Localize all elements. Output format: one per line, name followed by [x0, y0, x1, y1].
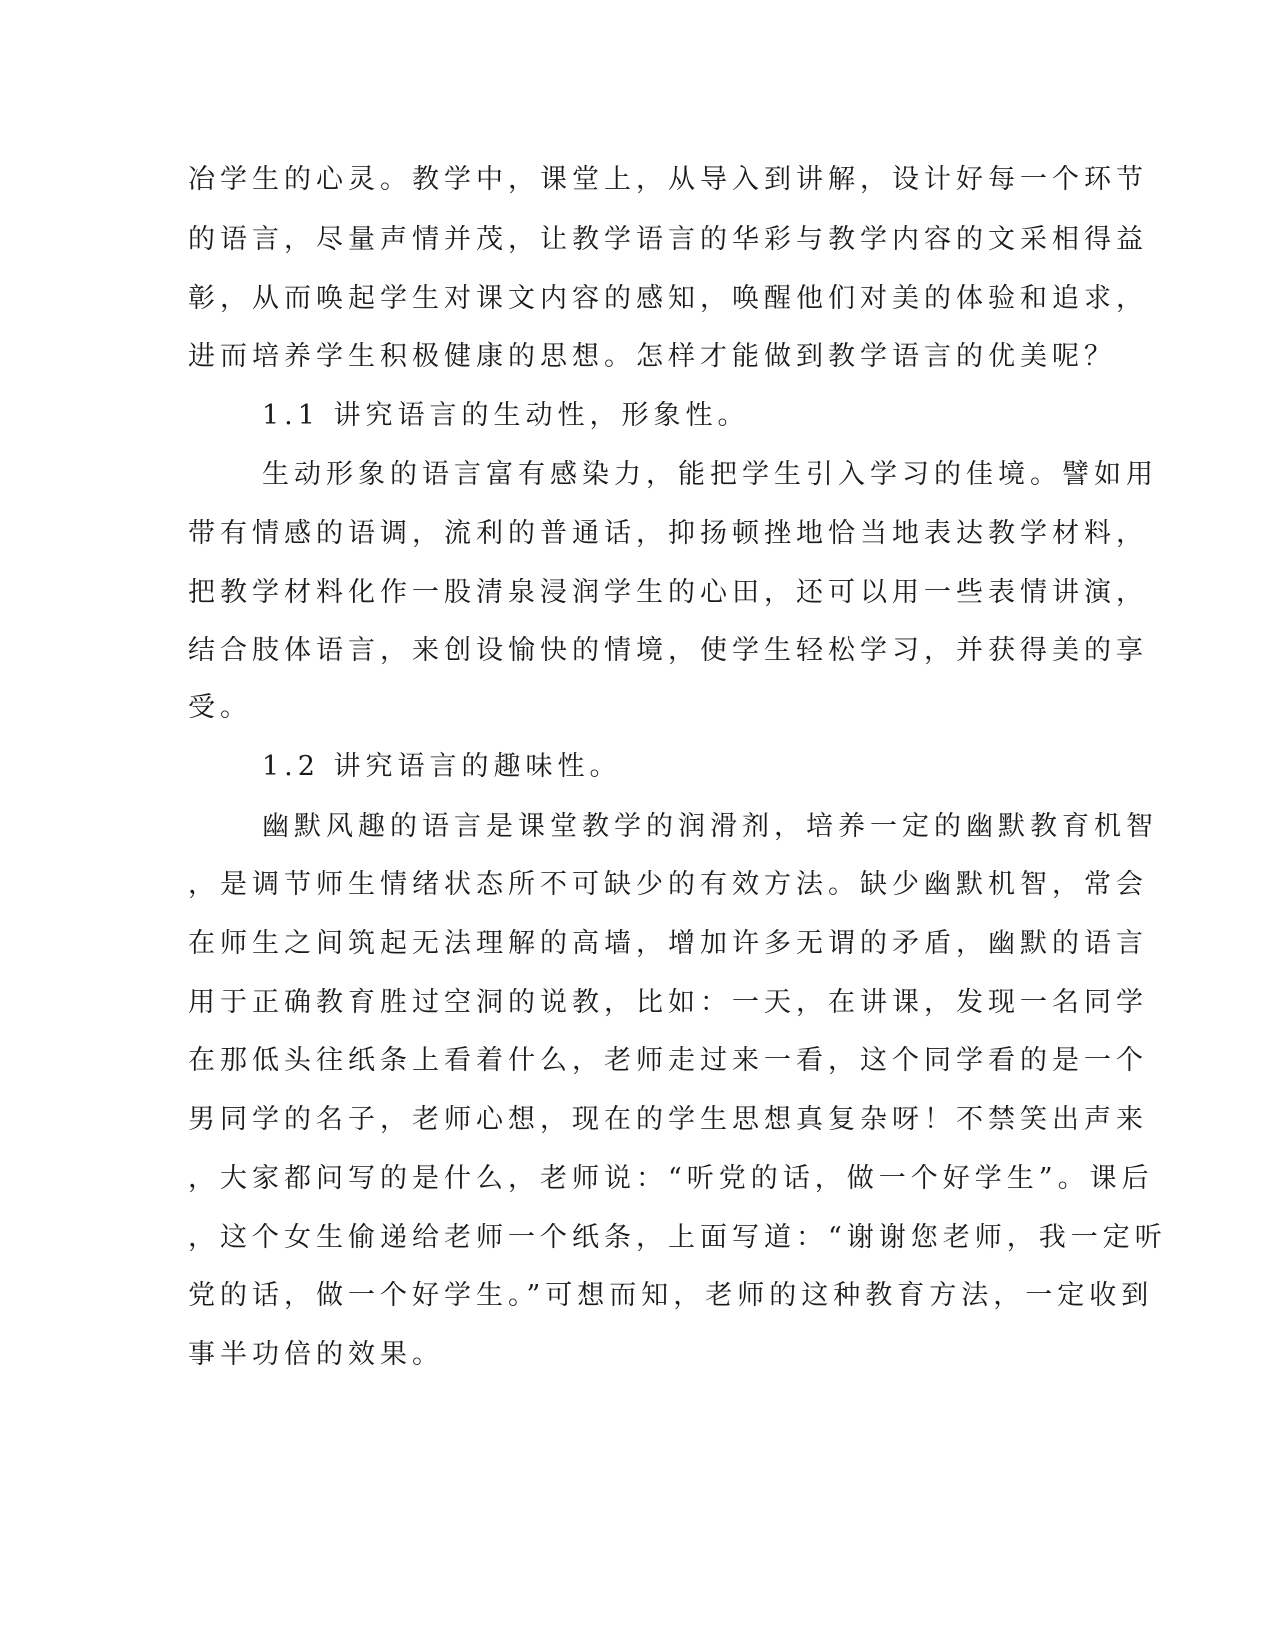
paragraph-line-18: 党的话，做一个好学生。”可想而知，老师的这种教育方法，一定收到 [188, 1280, 1154, 1311]
paragraph-line-4: 进而培养学生积极健康的思想。怎样才能做到教学语言的优美呢？ [188, 341, 1116, 372]
paragraph-line-8: 结合肢体语言，来创设愉快的情境，使学生轻松学习，并获得美的享 [188, 635, 1148, 666]
paragraph-line-1: 冶学生的心灵。教学中，课堂上，从导入到讲解，设计好每一个环节 [188, 164, 1148, 195]
paragraph-line-3: 彰，从而唤起学生对课文内容的感知，唤醒他们对美的体验和追求， [188, 283, 1148, 314]
paragraph-line-14: 在那低头往纸条上看着什么，老师走过来一看，这个同学看的是一个 [188, 1045, 1148, 1076]
paragraph-line-17: ，这个女生偷递给老师一个纸条，上面写道：“谢谢您老师，我一定听 [188, 1222, 1167, 1253]
paragraph-line-12: 在师生之间筑起无法理解的高墙，增加许多无谓的矛盾，幽默的语言 [188, 928, 1148, 959]
paragraph-line-7: 把教学材料化作一股清泉浸润学生的心田，还可以用一些表情讲演， [188, 577, 1148, 608]
paragraph-line-2: 的语言，尽量声情并茂，让教学语言的华彩与教学内容的文采相得益 [188, 224, 1148, 255]
paragraph-line-16: ，大家都问写的是什么，老师说：“听党的话，做一个好学生”。课后 [188, 1163, 1154, 1194]
paragraph-line-10: 幽默风趣的语言是课堂教学的润滑剂，培养一定的幽默教育机智 [262, 811, 1158, 842]
paragraph-line-19: 事半功倍的效果。 [188, 1339, 444, 1370]
paragraph-line-15: 男同学的名子，老师心想，现在的学生思想真复杂呀！不禁笑出声来 [188, 1104, 1148, 1135]
paragraph-line-11: ，是调节师生情绪状态所不可缺少的有效方法。缺少幽默机智，常会 [188, 869, 1148, 900]
paragraph-line-6: 带有情感的语调，流利的普通话，抑扬顿挫地恰当地表达教学材料， [188, 518, 1148, 549]
paragraph-line-13: 用于正确教育胜过空洞的说教，比如：一天，在讲课，发现一名同学 [188, 987, 1148, 1018]
paragraph-line-9: 受。 [188, 692, 252, 723]
paragraph-line-5: 生动形象的语言富有感染力，能把学生引入学习的佳境。譬如用 [262, 459, 1158, 490]
section-heading-1-2: 1.2 讲究语言的趣味性。 [262, 751, 622, 782]
section-heading-1-1: 1.1 讲究语言的生动性，形象性。 [262, 400, 750, 431]
